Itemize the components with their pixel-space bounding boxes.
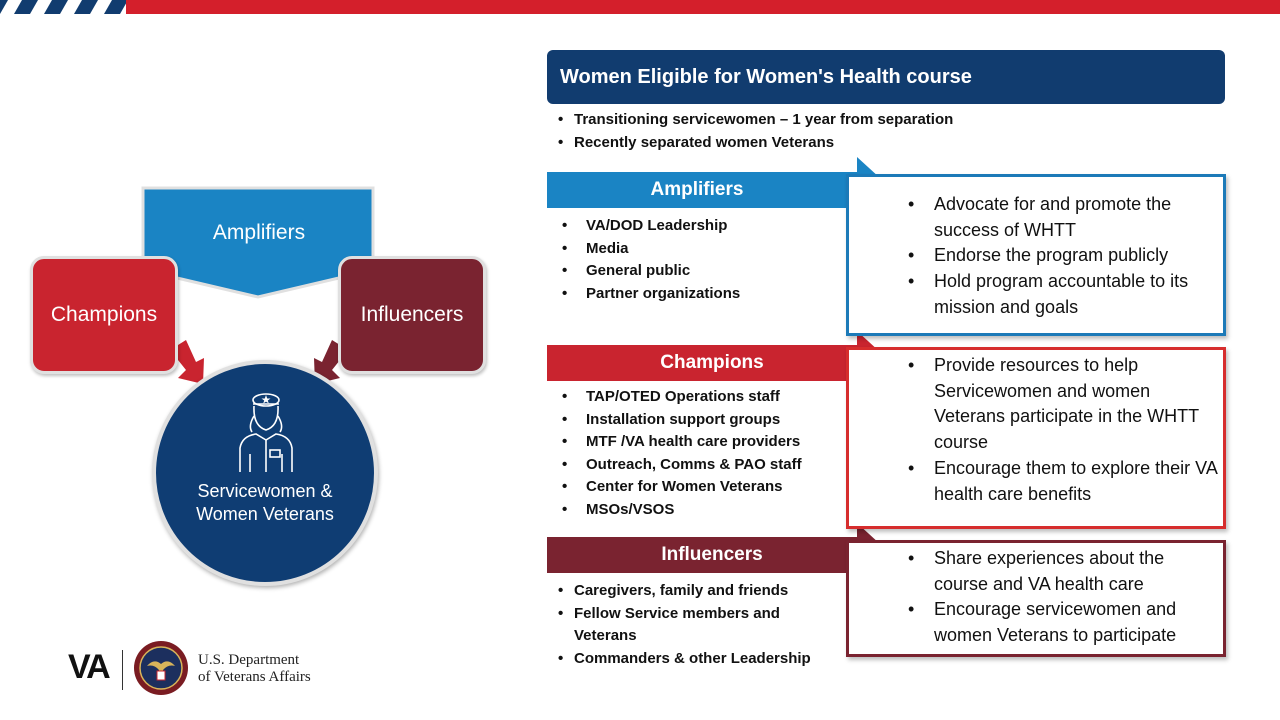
member-item: • Installation support groups xyxy=(556,409,846,432)
influencers-box xyxy=(338,256,486,374)
action-item: • Share experiences about the course and VA health care xyxy=(901,546,1221,597)
amplifiers-actions xyxy=(901,192,1221,321)
action-item: • Endorse the program publicly xyxy=(901,243,1221,269)
servicewomen-label: Servicewomen & Women Veterans xyxy=(196,481,334,524)
champions-members xyxy=(556,386,846,521)
champions-heading: Champions xyxy=(660,352,764,373)
action-item: • Encourage them to explore their VA health care benefits xyxy=(901,456,1221,507)
va-logo: VA xyxy=(68,648,109,686)
member-item: • Commanders & other Leadership xyxy=(556,648,846,671)
eligible-title: Women Eligible for Women's Health course xyxy=(547,50,1225,104)
member-item: • Center for Women Veterans xyxy=(556,476,846,499)
member-item: • Fellow Service members and Veterans xyxy=(556,603,846,648)
eligible-list xyxy=(556,109,1016,154)
influencers-actions xyxy=(901,546,1221,649)
member-item: • TAP/OTED Operations staff xyxy=(556,386,846,409)
member-item: • Media xyxy=(556,238,846,261)
action-item: • Hold program accountable to its mission and goals xyxy=(901,269,1221,320)
eligible-item: • Recently separated women Veterans xyxy=(556,132,1016,155)
member-item: • MSOs/VSOS xyxy=(556,499,846,522)
champions-box xyxy=(30,256,178,374)
member-item: • Caregivers, family and friends xyxy=(556,580,846,603)
department-name xyxy=(198,652,311,686)
eligible-item: • Transitioning servicewomen – 1 year from separation xyxy=(556,109,1016,132)
action-item: • Encourage servicewomen and women Veterans to participate xyxy=(901,597,1221,648)
champions-box-label: Champions xyxy=(50,303,158,326)
va-seal-icon xyxy=(133,640,189,696)
amplifiers-shape-label: Amplifiers xyxy=(212,221,306,244)
department-line-2: of Veterans Affairs xyxy=(198,669,311,685)
department-line-1: U.S. Department xyxy=(198,652,300,668)
action-item: • Provide resources to help Servicewomen and women Veterans participate in the WHTT course xyxy=(901,353,1221,456)
influencers-heading: Influencers xyxy=(661,544,763,565)
influencers-members xyxy=(556,580,846,670)
influencers-box-label: Influencers xyxy=(360,303,464,326)
member-item: • Partner organizations xyxy=(556,283,846,306)
member-item: • MTF /VA health care providers xyxy=(556,431,846,454)
member-item: • Outreach, Comms & PAO staff xyxy=(556,454,846,477)
champions-actions xyxy=(901,353,1221,507)
action-item: • Advocate for and promote the success of WHTT xyxy=(901,192,1221,243)
amplifiers-heading: Amplifiers xyxy=(650,179,744,200)
servicewoman-icon xyxy=(236,392,296,474)
amplifiers-members xyxy=(556,215,846,305)
member-item: • General public xyxy=(556,260,846,283)
member-item: • VA/DOD Leadership xyxy=(556,215,846,238)
logo-divider xyxy=(122,650,123,690)
